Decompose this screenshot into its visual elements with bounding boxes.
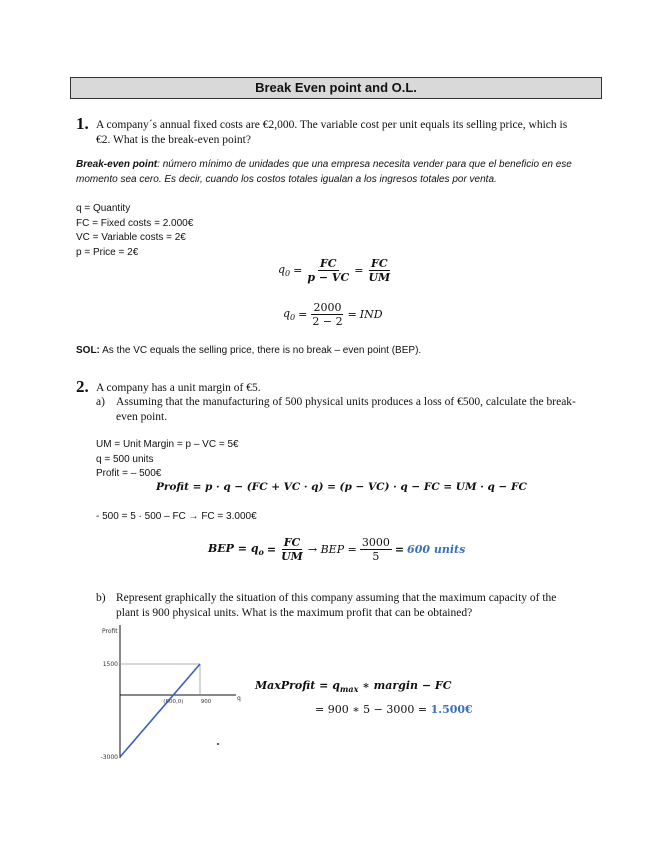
variable-line: q = 500 units <box>96 453 154 465</box>
sol-label: SOL: <box>76 345 100 356</box>
fraction: $\frac{FC}{p - VC}$ <box>307 257 350 284</box>
y-tick-label: 1500 <box>102 661 118 668</box>
profit-formula: Profit = p · q − (FC + VC · q) = (p − VC) · q − FC = UM · q − FC <box>156 481 527 493</box>
max-profit-calc: = 900 ∗ 5 − 3000 = 1.500€ <box>315 703 473 716</box>
bep-calculation: $q_0$ = $\frac{2000}{2 - 2}$ = IND <box>283 301 383 328</box>
max-profit-answer: 1.500€ <box>430 703 473 716</box>
definition-text: : número mínimo de unidades que una empresa necesita vender para que el beneficio en ese momento sea cero. Es decir, cuando los costos totales igualan a los ingresos totales por venta. <box>76 159 572 185</box>
bep-answer: 600 units <box>407 543 466 556</box>
variable-line: p = Price = 2€ <box>76 246 139 258</box>
variable-line: VC = Variable costs = 2€ <box>76 232 186 243</box>
fraction: $\frac{3000}{5}$ <box>361 536 390 563</box>
y-tick-label: -3000 <box>100 754 118 760</box>
sol-text: As the VC equals the selling price, there is no break – even point (BEP). <box>99 345 422 356</box>
formula-lhs: $q_0$ <box>278 262 291 279</box>
definition <box>76 157 584 187</box>
profit-line <box>120 664 200 757</box>
part-a-label: a) <box>96 396 105 408</box>
solution-line <box>76 344 421 359</box>
bep-result-formula: BEP = $q_o$ = $\frac{FC}{UM}$ → BEP = $\frac{3000}{5}$ = 600 units <box>208 536 466 563</box>
q2-variables <box>96 438 239 482</box>
stray-dot <box>217 743 219 745</box>
variable-line: Profit = – 500€ <box>96 468 162 479</box>
bep-formula: $q_0$ = $\frac{FC}{p - VC}$ = $\frac{FC}{UM}$ <box>278 257 391 284</box>
fraction: $\frac{FC}{UM}$ <box>281 536 303 563</box>
y-axis-label: Profit <box>102 628 118 635</box>
variable-line: UM = Unit Margin = p – VC = 5€ <box>96 439 239 450</box>
question-2-text: A company has a unit margin of €5. <box>96 382 261 394</box>
ind-result: IND <box>359 308 383 321</box>
variable-line: q = Quantity <box>76 203 131 214</box>
fc-calculation: - 500 = 5 · 500 – FC → FC = 3.000€ <box>96 511 257 522</box>
fraction: $\frac{2000}{2 - 2}$ <box>312 301 343 328</box>
q1-variables <box>76 202 193 260</box>
profit-chart <box>96 620 256 760</box>
question-1-number: 1. <box>76 114 89 133</box>
question-2-number: 2. <box>76 377 89 396</box>
x-tick-label: (600,0) <box>163 699 184 705</box>
part-b-text: Represent graphically the situation of this company assuming that the maximum capacity of the plant is 900 physical units. What is the maximum profit that can be obtained? <box>116 592 557 619</box>
x-tick-label: 900 <box>200 699 212 705</box>
variable-line: FC = Fixed costs = 2.000€ <box>76 217 194 229</box>
part-b-label: b) <box>96 592 106 604</box>
page-title: Break Even point and O.L. <box>70 77 602 99</box>
x-axis-label: q <box>237 695 241 702</box>
part-a-text: Assuming that the manufacturing of 500 physical units produces a loss of €500, calculate the break-even point. <box>116 396 576 423</box>
fraction: $\frac{FC}{UM}$ <box>368 257 391 284</box>
max-profit-formula: MaxProfit = $q_{max}$ ∗ margin − FC <box>255 679 452 695</box>
definition-term: Break-even point <box>76 159 158 170</box>
question-1-text: A company´s annual fixed costs are €2,000. The variable cost per unit equals its selling price, which is €2. What is the break-even point? <box>96 119 568 146</box>
